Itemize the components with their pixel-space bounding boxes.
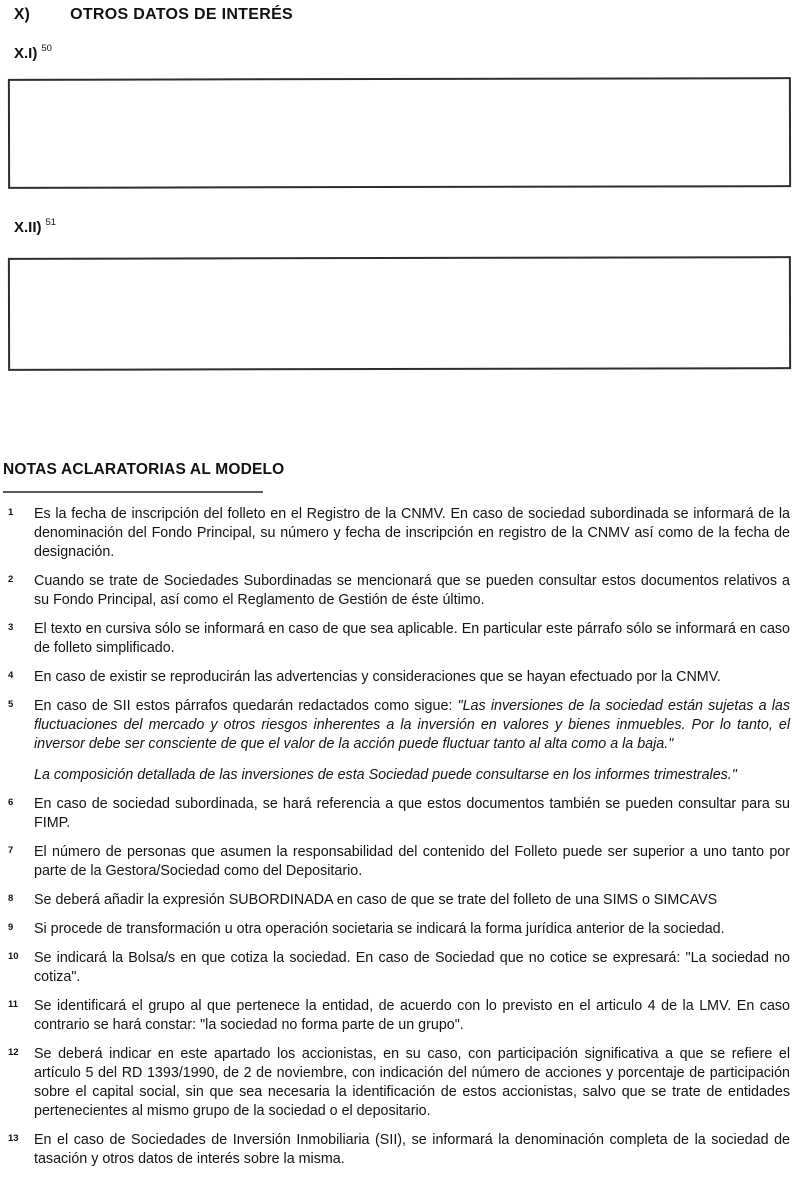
footnote-italic-quote: "Las inversiones de la sociedad están sujetas a las fluctuaciones del mercado y otros riesgos inherentes a la inversión en valores y bienes inmuebles. Por lo tanto, el inversor debe ser consciente de que el valor de la acción puede fluctuar tanto al alta como a la baja." <box>34 698 790 752</box>
section-heading <box>14 6 293 24</box>
footnote-item <box>8 697 790 785</box>
response-box-x1 <box>8 77 791 189</box>
notes-heading: NOTAS ACLARATORIAS AL MODELO <box>3 461 285 478</box>
subsection-x1-text: X.I) <box>14 45 38 62</box>
footnote-number: 12 <box>8 1047 19 1058</box>
response-box-x2 <box>8 256 791 371</box>
footnote-number: 8 <box>8 893 14 904</box>
footnote-number: 11 <box>8 999 19 1010</box>
footnote-item <box>8 505 790 562</box>
footnote-number: 2 <box>8 574 14 585</box>
footnote-text: Es la fecha de inscripción del folleto en el Registro de la CNMV. En caso de sociedad subordinada se informará de la denominación del Fondo Principal, su número y fecha de inscripción en registro de la CNMV así como de la fecha de designación. <box>34 506 790 560</box>
subsection-x2-text: X.II) <box>14 219 42 236</box>
footnote-item <box>8 949 790 987</box>
footnote-number: 6 <box>8 797 14 808</box>
footnote-text: Se indicará la Bolsa/s en que cotiza la sociedad. En caso de Sociedad que no cotice se expresará: "La sociedad no cotiza". <box>34 950 790 985</box>
heading-underline <box>3 491 263 493</box>
footnote-text: Se deberá indicar en este apartado los accionistas, en su caso, con participación significativa a que se refiere el artículo 5 del RD 1393/1990, de 2 de noviembre, con indicación del número de acciones y porcentaje de participación sobre el capital social, sin que sea necesaria la identificación de estos accionistas, salvo que se trate de entidades pertenecientes al mismo grupo de la sociedad o el depositario. <box>34 1046 790 1119</box>
footnote-ref-50: 50 <box>41 43 52 54</box>
footnote-text: El texto en cursiva sólo se informará en caso de que sea aplicable. En particular este párrafo sólo se informará en caso de folleto simplificado. <box>34 621 790 656</box>
footnotes-list <box>8 505 790 1179</box>
footnote-number: 7 <box>8 845 14 856</box>
footnote-item <box>8 668 790 687</box>
footnote-item <box>8 795 790 833</box>
footnote-item <box>8 997 790 1035</box>
footnote-text: En caso de sociedad subordinada, se hará referencia a que estos documentos también se pueden consultar para su FIMP. <box>34 796 790 831</box>
footnote-text: El número de personas que asumen la responsabilidad del contenido del Folleto puede ser superior a uno tanto por parte de la Gestora/Sociedad como del Depositario. <box>34 844 790 879</box>
footnote-number: 1 <box>8 507 14 518</box>
footnote-item <box>8 843 790 881</box>
footnote-item <box>8 620 790 658</box>
footnote-number: 4 <box>8 670 14 681</box>
footnote-text: En caso de existir se reproducirán las advertencias y consideraciones que se hayan efectuado por la CNMV. <box>34 669 721 685</box>
footnote-text: Se identificará el grupo al que pertenece la entidad, de acuerdo con lo previsto en el articulo 4 de la LMV. En caso contrario se hará constar: "la sociedad no forma parte de un grupo". <box>34 998 790 1033</box>
footnote-text: Se deberá añadir la expresión SUBORDINADA en caso de que se trate del folleto de una SIMS o SIMCAVS <box>34 892 718 908</box>
subsection-label-x2 <box>14 218 56 236</box>
footnote-item <box>8 920 790 939</box>
footnote-number: 10 <box>8 951 19 962</box>
footnote-text: Si procede de transformación u otra operación societaria se indicará la forma jurídica anterior de la sociedad. <box>34 921 725 937</box>
section-label: X) <box>14 6 31 23</box>
footnote-number: 9 <box>8 922 14 933</box>
footnote-text <box>34 697 790 785</box>
footnote-text: En el caso de Sociedades de Inversión Inmobiliaria (SII), se informará la denominación completa de la sociedad de tasación y otros datos de interés sobre la misma. <box>34 1132 790 1167</box>
footnote-italic-quote-2: La composición detallada de las inversiones de esta Sociedad puede consultarse en los informes trimestrales." <box>34 767 737 783</box>
footnote-item <box>8 1045 790 1121</box>
footnote-ref-51: 51 <box>45 217 57 228</box>
footnote-text: Cuando se trate de Sociedades Subordinadas se mencionará que se pueden consultar estos documentos relativos a su Fondo Principal, así como el Reglamento de Gestión de éste último. <box>34 573 790 608</box>
section-title: OTROS DATOS DE INTERÉS <box>70 6 294 23</box>
footnote-item <box>8 1131 790 1169</box>
footnote-item <box>8 891 790 910</box>
footnote-number: 3 <box>8 622 14 633</box>
footnote-number: 13 <box>8 1133 19 1144</box>
footnote-number: 5 <box>8 699 14 710</box>
footnote-lead: En caso de SII estos párrafos quedarán redactados como sigue: <box>34 698 458 714</box>
footnote-item <box>8 572 790 610</box>
subsection-label-x1 <box>14 44 52 62</box>
